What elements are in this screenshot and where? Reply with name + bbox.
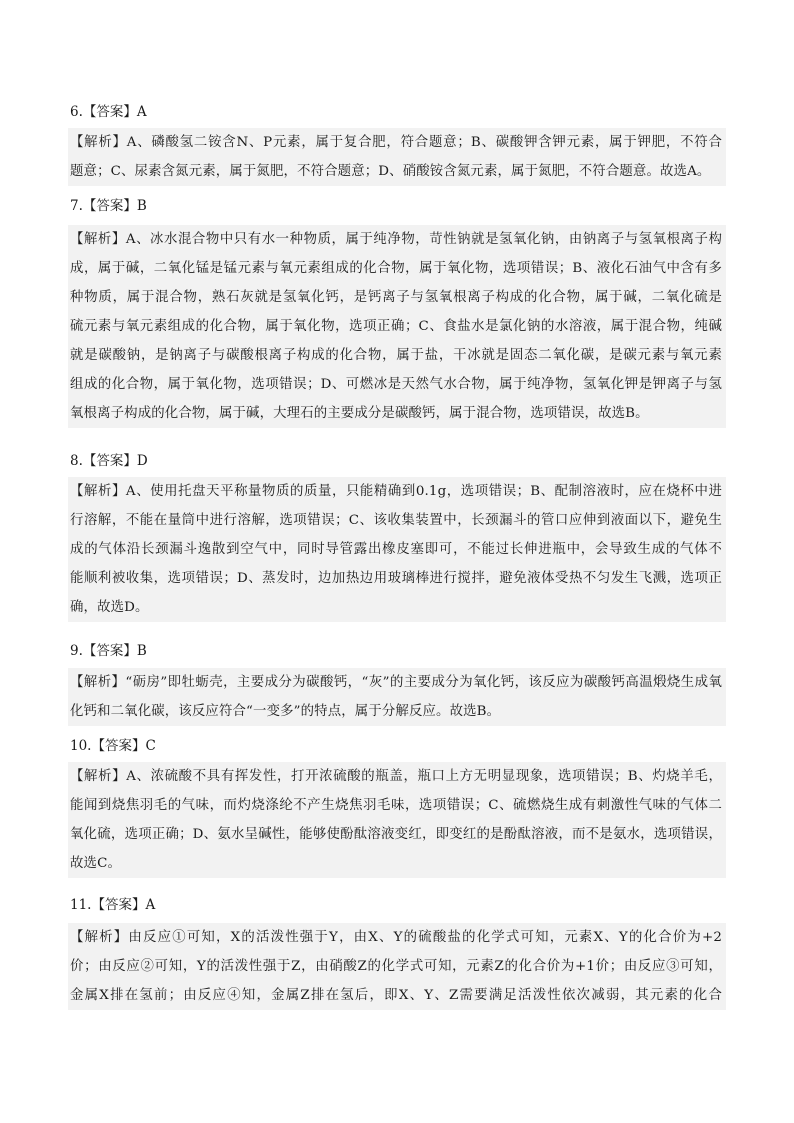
explanation-line: 能闻到烧焦羽毛的气味，而灼烧涤纶不产生烧焦羽毛味，选项错误；C、硫燃烧生成有刺激性气味的气体二 [70, 798, 722, 813]
explanation-line: 确，故选D。 [70, 600, 149, 615]
answer-6: 6.【答案】A [70, 104, 147, 120]
explanation-line: 金属X排在氢前；由反应④知，金属Z排在氢后，即X、Y、Z需要满足活泼性依次减弱，其元素的化合 [70, 988, 722, 1003]
answer-8: 8.【答案】D [70, 453, 148, 469]
explanation-line: 【解析】“砺房”即牡蛎壳，主要成分为碳酸钙，“灰”的主要成分为氧化钙，该反应为碳酸钙高温煅烧生成氧 [70, 675, 722, 690]
explanation-9 [68, 668, 726, 726]
answer-9: 9.【答案】B [70, 643, 147, 659]
explanation-line: 行溶解，不能在量筒中进行溶解，选项错误；C、该收集装置中，长颈漏斗的管口应伸到液面以下，避免生 [70, 513, 722, 528]
explanation-line: 成的气体沿长颈漏斗逸散到空气中，同时导管露出橡皮塞即可，不能过长伸进瓶中，会导致生成的气体不 [70, 542, 722, 557]
explanation-11 [68, 923, 726, 1010]
explanation-line: 【解析】A、浓硫酸不具有挥发性，打开浓硫酸的瓶盖，瓶口上方无明显现象，选项错误；B、灼烧羊毛， [70, 769, 722, 784]
explanation-6 [68, 128, 726, 186]
explanation-line: 【解析】由反应①可知，X的活泼性强于Y，由X、Y的硫酸盐的化学式可知，元素X、Y的化合价为+2 [70, 930, 722, 945]
explanation-line: 成，属于碱，二氧化锰是锰元素与氧元素组成的化合物，属于氧化物，选项错误；B、液化石油气中含有多 [70, 261, 722, 276]
answer-7: 7.【答案】B [70, 198, 147, 214]
answer-11: 11.【答案】A [70, 897, 156, 913]
explanation-line: 就是碳酸钠，是钠离子与碳酸根离子构成的化合物，属于盐，干冰就是固态二氧化碳，是碳元素与氧元素 [70, 348, 722, 363]
explanation-line: 【解析】A、使用托盘天平称量物质的质量，只能精确到0.1g，选项错误；B、配制溶液时，应在烧杯中进 [70, 484, 722, 499]
explanation-line: 能顺利被收集，选项错误；D、蒸发时，边加热边用玻璃棒进行搅拌，避免液体受热不匀发生飞溅，选项正 [70, 571, 722, 586]
explanation-line: 【解析】A、磷酸氢二铵含N、P元素，属于复合肥，符合题意；B、碳酸钾含钾元素，属于钾肥，不符合 [70, 135, 722, 150]
explanation-line: 题意；C、尿素含氮元素，属于氮肥，不符合题意；D、硝酸铵含氮元素，属于氮肥，不符合题意。故选A。 [70, 164, 711, 179]
explanation-line: 【解析】A、冰水混合物中只有水一种物质，属于纯净物，苛性钠就是氢氧化钠，由钠离子与氢氧根离子构 [70, 232, 722, 247]
explanation-line: 组成的化合物，属于氧化物，选项错误；D、可燃冰是天然气水合物，属于纯净物，氢氧化钾是钾离子与氢 [70, 377, 722, 392]
explanation-line: 氧化硫，选项正确；D、氨水呈碱性，能够使酚酞溶液变红，即变红的是酚酞溶液，而不是氨水，选项错误， [70, 827, 722, 842]
explanation-line: 价；由反应②可知，Y的活泼性强于Z，由硝酸Z的化学式可知，元素Z的化合价为+1价；由反应③可知， [70, 959, 722, 974]
explanation-7 [68, 225, 726, 428]
explanation-line: 氧根离子构成的化合物，属于碱，大理石的主要成分是碳酸钙，属于混合物，选项错误，故选B。 [70, 406, 649, 421]
answer-10: 10.【答案】C [70, 738, 156, 754]
explanation-line: 种物质，属于混合物，熟石灰就是氢氧化钙，是钙离子与氢氧根离子构成的化合物，属于碱，二氧化硫是 [70, 290, 722, 305]
explanation-line: 故选C。 [70, 856, 122, 871]
explanation-8 [68, 477, 726, 622]
explanation-10 [68, 762, 726, 878]
explanation-line: 化钙和二氧化碳，该反应符合“一变多”的特点，属于分解反应。故选B。 [70, 704, 501, 719]
explanation-line: 硫元素与氧元素组成的化合物，属于氧化物，选项正确；C、食盐水是氯化钠的水溶液，属于混合物，纯碱 [70, 319, 722, 334]
